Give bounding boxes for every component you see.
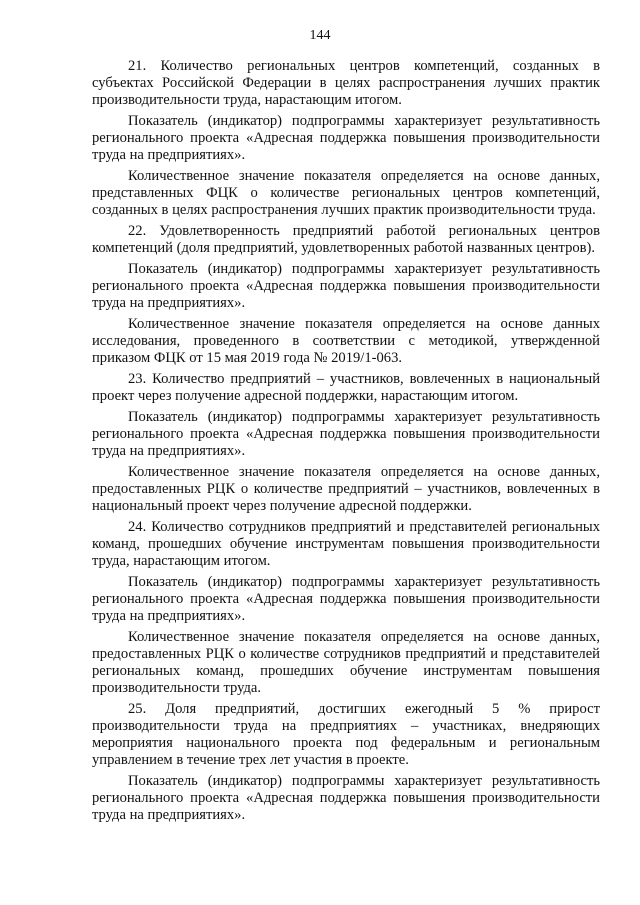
paragraph-23-title: 23. Количество предприятий – участников, вовлеченных в национальный проект через получение адресной поддержки, нарастающим итогом. bbox=[92, 371, 600, 404]
paragraph-22-value: Количественное значение показателя определяется на основе данных исследования, проведенного в соответствии с методикой, утвержденной приказом ФЦК от 15 мая 2019 года № 2019/1-063. bbox=[92, 316, 600, 366]
paragraph-21-title: 21. Количество региональных центров компетенций, созданных в субъектах Российской Федерации в целях распространения лучших практик производительности труда, нарастающим итогом. bbox=[92, 58, 600, 108]
paragraph-24-indicator: Показатель (индикатор) подпрограммы характеризует результативность регионального проекта «Адресная поддержка повышения производительности труда на предприятиях». bbox=[92, 574, 600, 624]
paragraph-25-indicator: Показатель (индикатор) подпрограммы характеризует результативность регионального проекта «Адресная поддержка повышения производительности труда на предприятиях». bbox=[92, 773, 600, 823]
page-number: 144 bbox=[309, 28, 331, 43]
paragraph-24-title: 24. Количество сотрудников предприятий и представителей региональных команд, прошедших обучение инструментам повышения производительности труда, нарастающим итогом. bbox=[92, 519, 600, 569]
paragraph-21-value: Количественное значение показателя определяется на основе данных, представленных ФЦК о количестве региональных центров компетенций, созданных в целях распространения лучших практик производительности труда. bbox=[92, 168, 600, 218]
paragraph-23-value: Количественное значение показателя определяется на основе данных, предоставленных РЦК о количестве предприятий – участников, вовлеченных в национальный проект через получение адресной поддержки. bbox=[92, 464, 600, 514]
paragraph-22-indicator: Показатель (индикатор) подпрограммы характеризует результативность регионального проекта «Адресная поддержка повышения производительности труда на предприятиях». bbox=[92, 261, 600, 311]
paragraph-22-title: 22. Удовлетворенность предприятий работой региональных центров компетенций (доля предприятий, удовлетворенных работой названных центров). bbox=[92, 223, 600, 256]
document-body bbox=[92, 58, 600, 828]
paragraph-23-indicator: Показатель (индикатор) подпрограммы характеризует результативность регионального проекта «Адресная поддержка повышения производительности труда на предприятиях». bbox=[92, 409, 600, 459]
paragraph-25-title: 25. Доля предприятий, достигших ежегодный 5 % прирост производительности труда на предприятиях – участниках, внедряющих мероприятия национального проекта под федеральным и региональным управлением в течение трех лет участия в проекте. bbox=[92, 701, 600, 768]
paragraph-21-indicator: Показатель (индикатор) подпрограммы характеризует результативность регионального проекта «Адресная поддержка повышения производительности труда на предприятиях». bbox=[92, 113, 600, 163]
paragraph-24-value: Количественное значение показателя определяется на основе данных, предоставленных РЦК о количестве сотрудников предприятий и представителей региональных команд, прошедших обучение инструментам повышения производительности труда. bbox=[92, 629, 600, 696]
